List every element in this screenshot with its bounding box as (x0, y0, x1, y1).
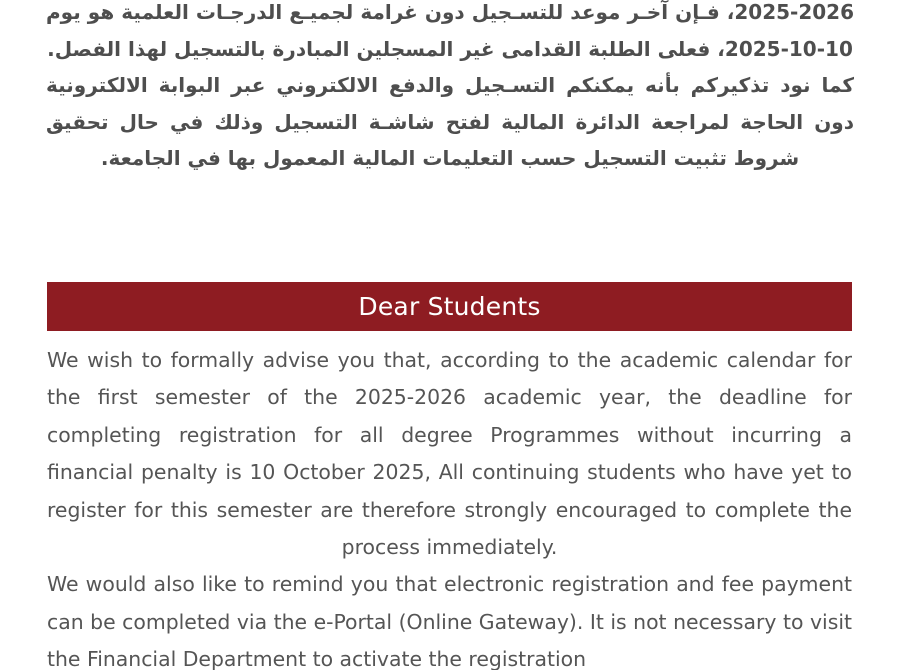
arabic-paragraph-e-portal: كما نود تذكيركم بأنه يمكنكم التسـجيل والدفع الالكتروني عبر البوابة الالكترونية دون الحاجة لمراجعة الدائرة المالية لفتح شاشـة التسجيل وذلك في حال تحقيق شروط تثبيت التسجيل حسب التعليمات المالية المعمول بها في الجامعة. (46, 73, 854, 170)
banner-title: Dear Students (358, 292, 541, 321)
arabic-notice (46, 0, 854, 177)
section-banner (47, 282, 852, 331)
english-paragraph-e-portal: We would also like to remind you that electronic registration and fee payment can be completed via the e-Portal (Online Gateway). It is not necessary to visit the Financial Department to activate the registration (47, 572, 852, 670)
arabic-paragraph-deadline: 2025-2026، فـإن آخـر موعد للتسـجيل دون غرامة لجميـع الدرجـات العلمية هو يوم 10-10-2025، فعلى الطلبة القدامى غير المسجلين المبادرة بالتسجيل لهذا الفصل. (46, 0, 854, 61)
english-paragraph-deadline: We wish to formally advise you that, according to the academic calendar for the first semester of the 2025-2026 academic year, the deadline for completing registration for all degree Programmes without incurring a financial penalty is 10 October 2025, All continuing students who have yet to register for this semester are therefore strongly encouraged to complete the process immediately. (47, 348, 852, 560)
english-notice (47, 342, 852, 670)
